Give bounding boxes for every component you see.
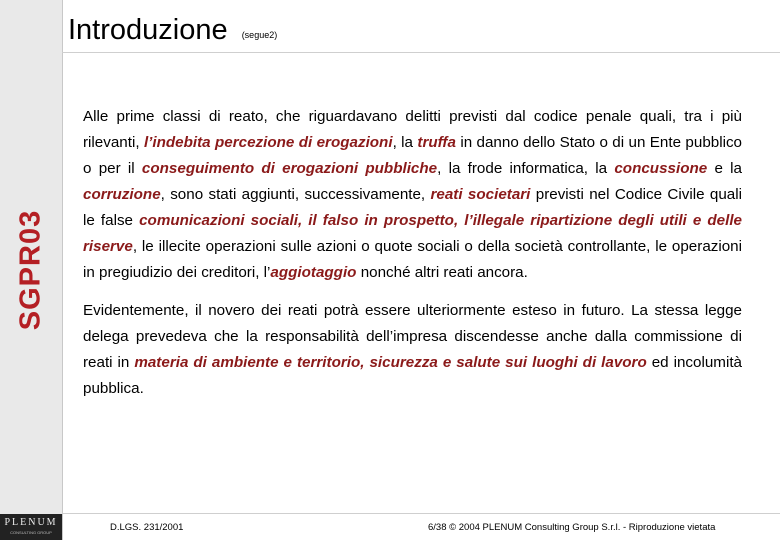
page-title: Introduzione: [68, 14, 228, 46]
body-text-segment: Alle prime classi di reato, che riguardavano delitti previsti dal codice penale quali, tra i più rilevanti,: [83, 108, 742, 151]
highlighted-term: conseguimento di erogazioni pubbliche: [141, 160, 438, 177]
page-subtitle: (segue2): [241, 30, 278, 40]
page-header: [68, 12, 277, 53]
body-text-segment: , le illecite operazioni sulle azioni o quote sociali o della società controllante, le operazioni in pregiudizio dei creditori, l’: [83, 238, 742, 281]
body-text-segment: nonché altri reati ancora.: [356, 264, 528, 281]
highlighted-term: truffa: [417, 134, 456, 151]
body-text-segment: , sono stati aggiunti, successivamente,: [160, 186, 431, 203]
footer-divider: [62, 513, 780, 514]
highlighted-term: corruzione: [83, 186, 161, 203]
body-text: [83, 104, 742, 414]
highlighted-term: l’indebita percezione di erogazioni: [143, 134, 393, 151]
highlighted-term: reati societari: [430, 186, 531, 203]
logo-tagline: CONSULTING GROUP: [10, 530, 52, 535]
body-text-segment: previsti nel Codice Civile quali le false: [83, 186, 742, 229]
footer-law-reference: D.LGS. 231/2001: [110, 522, 184, 533]
body-text-segment: Evidentemente, il novero dei reati potrà essere ulteriormente esteso in futuro. La stessa legge delega prevedeva che la responsabilità dell’impresa discendesse anche dalla commissione di reati in: [83, 302, 742, 371]
body-text-segment: ed incolumità pubblica.: [83, 354, 742, 397]
company-logo: [0, 514, 62, 540]
highlighted-term: aggiotaggio: [270, 264, 357, 281]
header-divider: [62, 52, 780, 53]
body-text-segment: , la frode informatica, la: [437, 160, 615, 177]
highlighted-term: comunicazioni sociali, il falso in prospetto, l’illegale ripartizione degli utili e delle riserve: [83, 212, 742, 255]
body-text-segment: , la: [392, 134, 418, 151]
highlighted-term: concussione: [614, 160, 708, 177]
footer-copyright: 6/38 © 2004 PLENUM Consulting Group S.r.l. - Riproduzione vietata: [428, 522, 716, 533]
body-paragraph: [83, 104, 742, 286]
logo-name: PLENUM: [4, 517, 58, 528]
body-text-segment: e la: [707, 160, 742, 177]
body-text-segment: in danno dello Stato o di un Ente pubblico o per il: [83, 134, 743, 177]
sidebar: [0, 0, 63, 540]
body-paragraph: [83, 298, 742, 402]
document-code: SGPR03: [14, 209, 47, 331]
highlighted-term: materia di ambiente e territorio, sicurezza e salute sui luoghi di lavoro: [134, 354, 647, 371]
